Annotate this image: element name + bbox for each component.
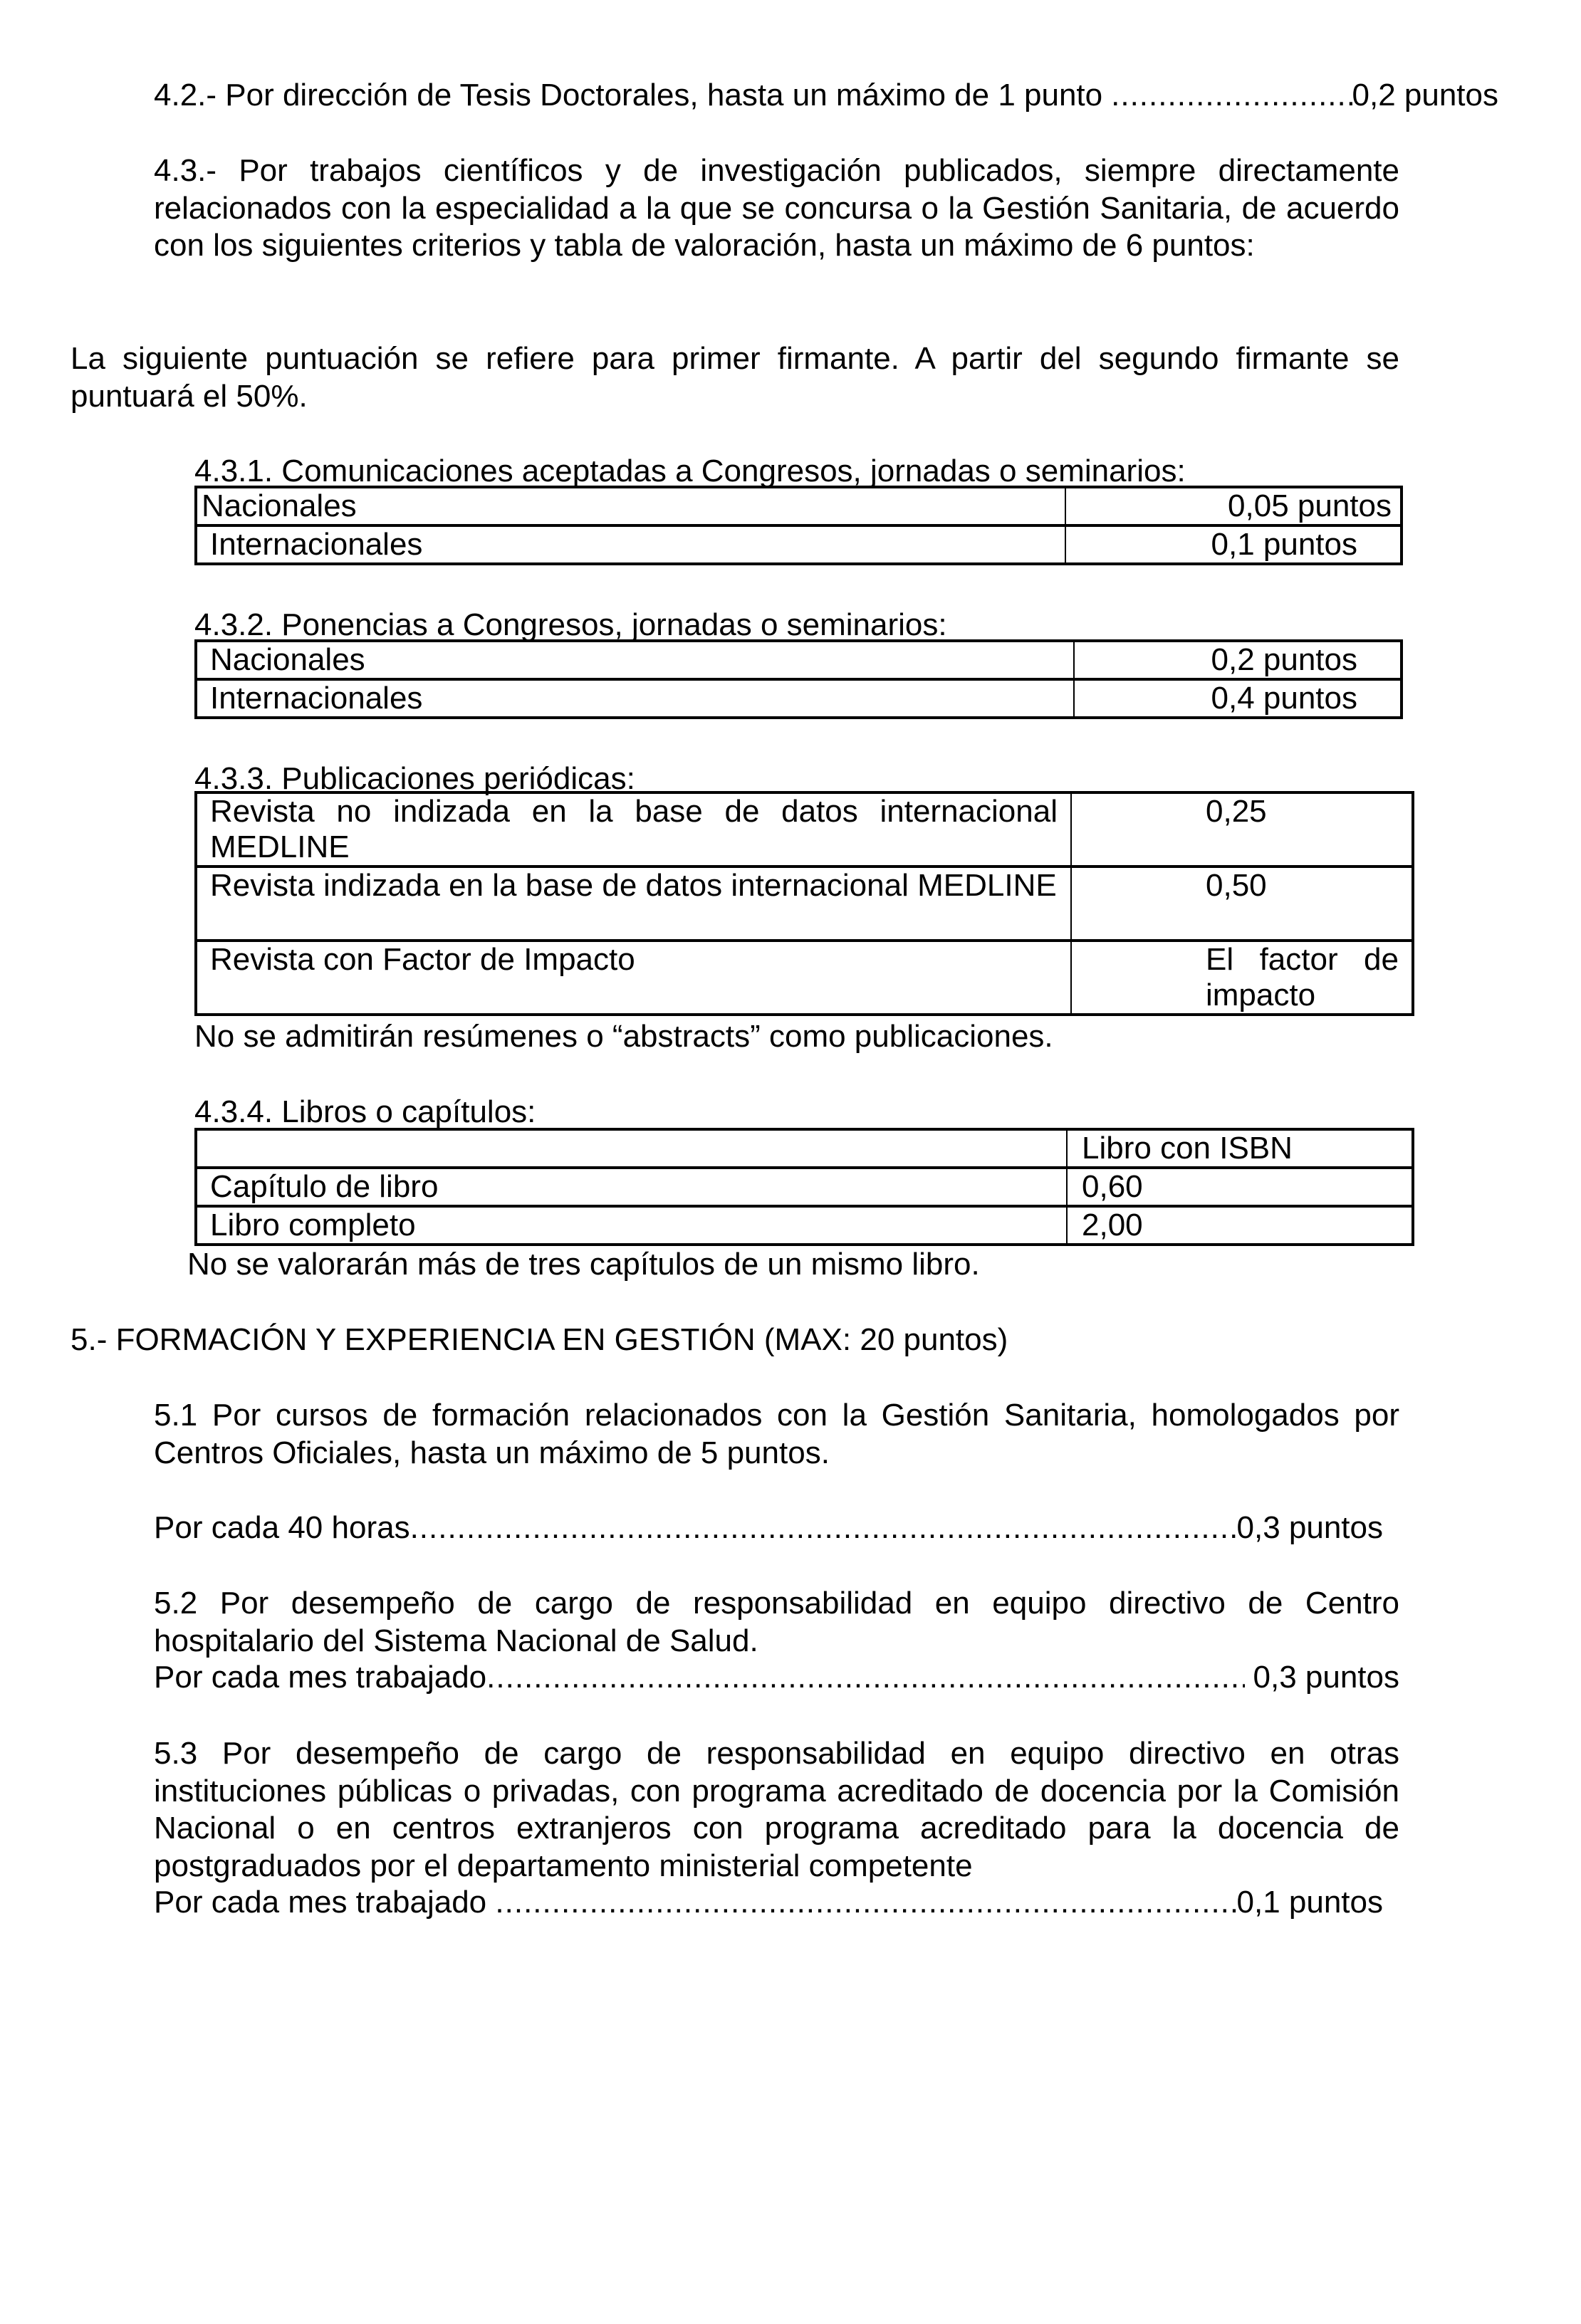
table-4-3-2 — [194, 639, 1403, 719]
row-value: 0,25 — [1071, 792, 1413, 867]
item-5-3-text: 5.3 Por desempeño de cargo de responsabilidad en equipo directivo en otras instituciones públicas o privadas, con programa acreditado de docencia por la Comisión Nacional o en centros extranjeros con programa acreditado para la docencia de postgraduados por el departamento ministerial competente — [154, 1736, 1399, 1883]
row-label: Nacionales — [196, 641, 1074, 679]
row-value: 0,4 puntos — [1074, 679, 1402, 718]
rate-value: 0,1 puntos — [1236, 1885, 1383, 1920]
row-label: Revista no indizada en la base de datos internacional MEDLINE — [196, 792, 1071, 867]
table-row — [196, 525, 1402, 564]
leader-dots — [486, 1659, 1244, 1696]
item-5-1-rate — [154, 1509, 1383, 1546]
rate-value: 0,3 puntos — [1253, 1660, 1399, 1695]
row-value: 0,50 — [1071, 867, 1413, 941]
row-label: Internacionales — [196, 525, 1065, 564]
row-value: El factor de impacto — [1071, 941, 1413, 1015]
rate-value: 0,3 puntos — [1236, 1510, 1383, 1545]
leader-dots — [495, 1884, 1236, 1921]
table-row — [196, 792, 1413, 867]
item-5-3-rate — [154, 1884, 1383, 1921]
table-4-3-2-title: 4.3.2. Ponencias a Congresos, jornadas o seminarios: — [194, 607, 947, 642]
item-4-3-text: 4.3.- Por trabajos científicos y de investigación publicados, siempre directamente relacionados con la especialidad a la que se concursa o la Gestión Sanitaria, de acuerdo con los siguientes criterios y tabla de valoración, hasta un máximo de 6 puntos: — [154, 153, 1399, 263]
table-row — [196, 867, 1413, 941]
table-row — [196, 941, 1413, 1015]
section-5-heading: 5.- FORMACIÓN Y EXPERIENCIA EN GESTIÓN (MAX: 20 puntos) — [71, 1322, 1008, 1357]
leader-dots — [410, 1509, 1237, 1546]
table-4-3-4 — [194, 1128, 1414, 1246]
row-label: Nacionales — [196, 487, 1065, 525]
leader-dots — [1111, 77, 1352, 114]
table-4-3-1 — [194, 486, 1403, 565]
table-4-3-4-title: 4.3.4. Libros o capítulos: — [194, 1094, 536, 1129]
table-row — [196, 641, 1402, 679]
table-row — [196, 487, 1402, 525]
row-value: 0,2 puntos — [1074, 641, 1402, 679]
header-value: Libro con ISBN — [1067, 1129, 1413, 1168]
rate-label: Por cada mes trabajado — [154, 1885, 496, 1920]
table-4-3-3-title: 4.3.3. Publicaciones periódicas: — [194, 761, 635, 796]
row-label: Revista con Factor de Impacto — [196, 941, 1071, 1015]
item-4-2-label: 4.2.- Por dirección de Tesis Doctorales, hasta un máximo de 1 punto — [154, 78, 1103, 112]
table-4-3-4-note: No se valorarán más de tres capítulos de un mismo libro. — [187, 1247, 980, 1282]
header-label — [196, 1129, 1067, 1168]
row-label: Capítulo de libro — [196, 1168, 1067, 1206]
item-5-2-rate — [154, 1659, 1399, 1696]
rate-label: Por cada 40 horas — [154, 1510, 410, 1545]
table-header-row — [196, 1129, 1413, 1168]
row-value: 0,05 puntos — [1065, 487, 1402, 525]
item-5-1-text: 5.1 Por cursos de formación relacionados con la Gestión Sanitaria, homologados por Centros Oficiales, hasta un máximo de 5 puntos. — [154, 1398, 1399, 1470]
row-label: Internacionales — [196, 679, 1074, 718]
first-signer-note: La siguiente puntuación se refiere para primer firmante. A partir del segundo firmante se puntuará el 50%. — [71, 341, 1399, 414]
row-label: Libro completo — [196, 1206, 1067, 1245]
table-row — [196, 1206, 1413, 1245]
row-value: 2,00 — [1067, 1206, 1413, 1245]
item-4-2 — [154, 77, 1498, 114]
item-4-2-value: 0,2 puntos — [1352, 78, 1498, 112]
table-4-3-1-title: 4.3.1. Comunicaciones aceptadas a Congresos, jornadas o seminarios: — [194, 454, 1186, 488]
table-4-3-3 — [194, 791, 1414, 1016]
table-row — [196, 1168, 1413, 1206]
table-row — [196, 679, 1402, 718]
row-value: 0,60 — [1067, 1168, 1413, 1206]
table-4-3-3-note: No se admitirán resúmenes o “abstracts” como publicaciones. — [194, 1019, 1053, 1054]
row-label: Revista indizada en la base de datos internacional MEDLINE — [196, 867, 1071, 941]
rate-label: Por cada mes trabajado — [154, 1660, 487, 1695]
row-value: 0,1 puntos — [1065, 525, 1402, 564]
item-5-2-text: 5.2 Por desempeño de cargo de responsabilidad en equipo directivo de Centro hospitalario del Sistema Nacional de Salud. — [154, 1586, 1399, 1658]
